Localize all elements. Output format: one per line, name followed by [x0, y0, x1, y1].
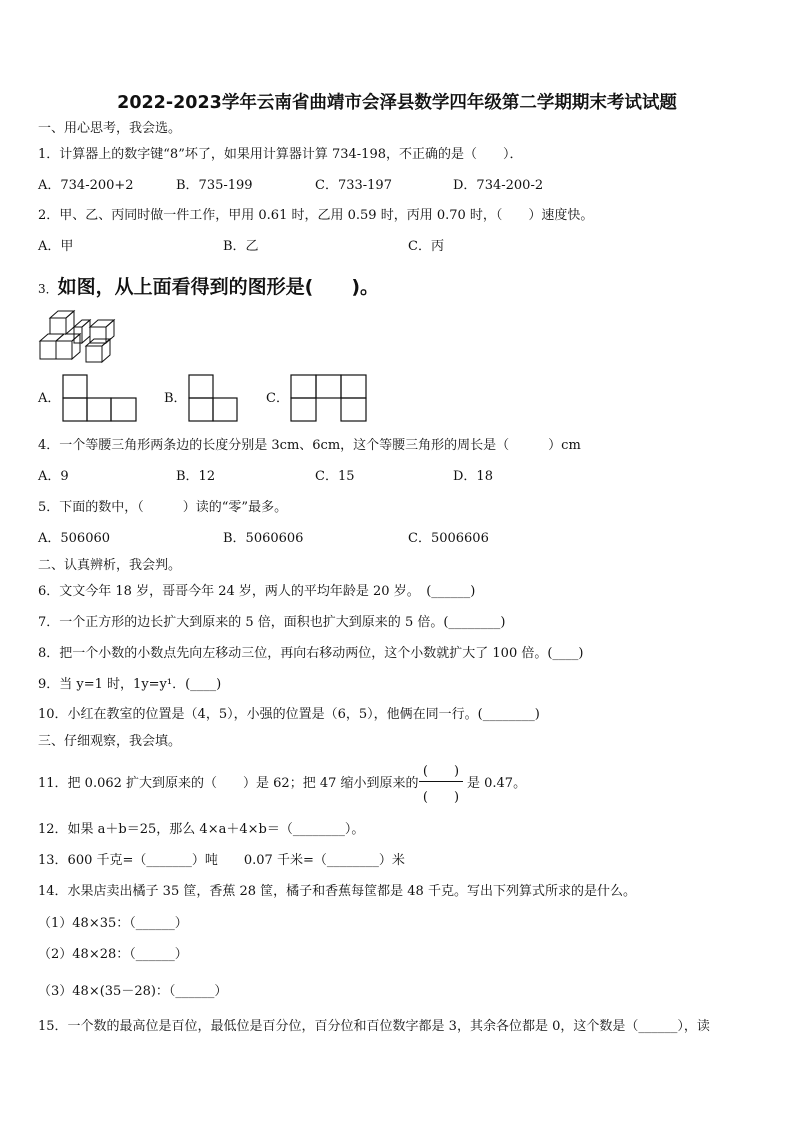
question-14: 14．水果店卖出橘子 35 筐，香蕉 28 筐，橘子和香蕉每筐都是 48 千克。写出下列算式所求的是什么。 — [38, 884, 636, 899]
q3-option-a-shape — [62, 374, 138, 422]
question-14-part-2: （2）48×28：（______） — [38, 947, 188, 962]
question-8: 8．把一个小数的小数点先向左移动三位，再向右移动两位，这个小数就扩大了 100 倍。(____) — [38, 646, 584, 661]
q4-option-c[interactable]: C．15 — [315, 469, 355, 484]
page-title: 2022-2023学年云南省曲靖市会泽县数学四年级第二学期期末考试试题 — [117, 93, 677, 113]
question-7: 7．一个正方形的边长扩大到原来的 5 倍，面积也扩大到原来的 5 倍。(________) — [38, 615, 506, 630]
question-15: 15．一个数的最高位是百位，最低位是百分位，百分位和百位数字都是 3，其余各位都是 0，这个数是（______），读 — [38, 1019, 710, 1034]
q4-option-d[interactable]: D．18 — [453, 469, 493, 484]
question-5: 5．下面的数中，（ ）读的“零”最多。 — [38, 500, 288, 515]
section-1-heading: 一、用心思考，我会选。 — [38, 121, 182, 136]
q1-option-c[interactable]: C．733-197 — [315, 178, 392, 193]
question-11-part1: 11．把 0.062 扩大到原来的（ ）是 62；把 47 缩小到原来的 — [38, 776, 419, 791]
q4-option-b[interactable]: B．12 — [176, 469, 216, 484]
q3-option-a[interactable]: A． — [38, 391, 61, 406]
q5-option-a[interactable]: A．506060 — [38, 531, 111, 546]
q3-option-b-shape — [188, 374, 240, 422]
section-3-heading: 三、仔细观察，我会填。 — [38, 734, 182, 749]
cube-stack-figure — [38, 308, 128, 368]
question-2: 2．甲、乙、丙同时做一件工作，甲用 0.61 时，乙用 0.59 时，丙用 0.70 时，（ ）速度快。 — [38, 208, 594, 223]
question-3 — [38, 272, 379, 299]
q11-fraction-numerator: ( ) — [422, 764, 460, 779]
question-6: 6．文文今年 18 岁，哥哥今年 24 岁，两人的平均年龄是 20 岁。 (______) — [38, 584, 476, 599]
q11-fraction-denominator: ( ) — [422, 790, 460, 805]
question-14-part-3: （3）48×(35－28)：（______） — [38, 984, 228, 999]
q2-option-b[interactable]: B．乙 — [223, 239, 259, 254]
q2-option-a[interactable]: A．甲 — [38, 239, 74, 254]
q2-option-c[interactable]: C．丙 — [408, 239, 444, 254]
q1-option-d[interactable]: D．734-200-2 — [453, 178, 544, 193]
question-3-number: 3． — [38, 282, 58, 296]
q3-option-c[interactable]: C． — [266, 391, 289, 406]
question-12: 12．如果 a＋b＝25，那么 4×a＋4×b＝（________）。 — [38, 822, 365, 837]
q1-option-b[interactable]: B．735-199 — [176, 178, 253, 193]
question-11-part2: 是 0.47。 — [467, 776, 527, 791]
question-9: 9．当 y=1 时，1y=y¹．(____) — [38, 677, 222, 692]
section-2-heading: 二、认真辨析，我会判。 — [38, 558, 182, 573]
question-10: 10．小红在教室的位置是（4，5），小强的位置是（6，5），他俩在同一行。(________) — [38, 707, 540, 722]
q5-option-b[interactable]: B．5060606 — [223, 531, 304, 546]
question-4: 4．一个等腰三角形两条边的长度分别是 3cm、6cm，这个等腰三角形的周长是（ ）cm — [38, 438, 581, 453]
q11-fraction-bar — [419, 781, 463, 782]
q1-option-a[interactable]: A．734-200+2 — [38, 178, 134, 193]
q4-option-a[interactable]: A．9 — [38, 469, 69, 484]
q11-fraction — [419, 760, 463, 804]
question-13: 13．600 千克=（_______）吨 0.07 千米=（________）米 — [38, 853, 405, 868]
q5-option-c[interactable]: C．5006606 — [408, 531, 489, 546]
q3-option-c-shape — [290, 374, 368, 422]
question-1: 1．计算器上的数字键“8”坏了，如果用计算器计算 734-198，不正确的是（ ）． — [38, 147, 523, 162]
question-3-text: 如图，从上面看得到的图形是( )。 — [57, 276, 380, 298]
q3-option-b[interactable]: B． — [164, 391, 187, 406]
question-14-part-1: （1）48×35：（______） — [38, 916, 188, 931]
